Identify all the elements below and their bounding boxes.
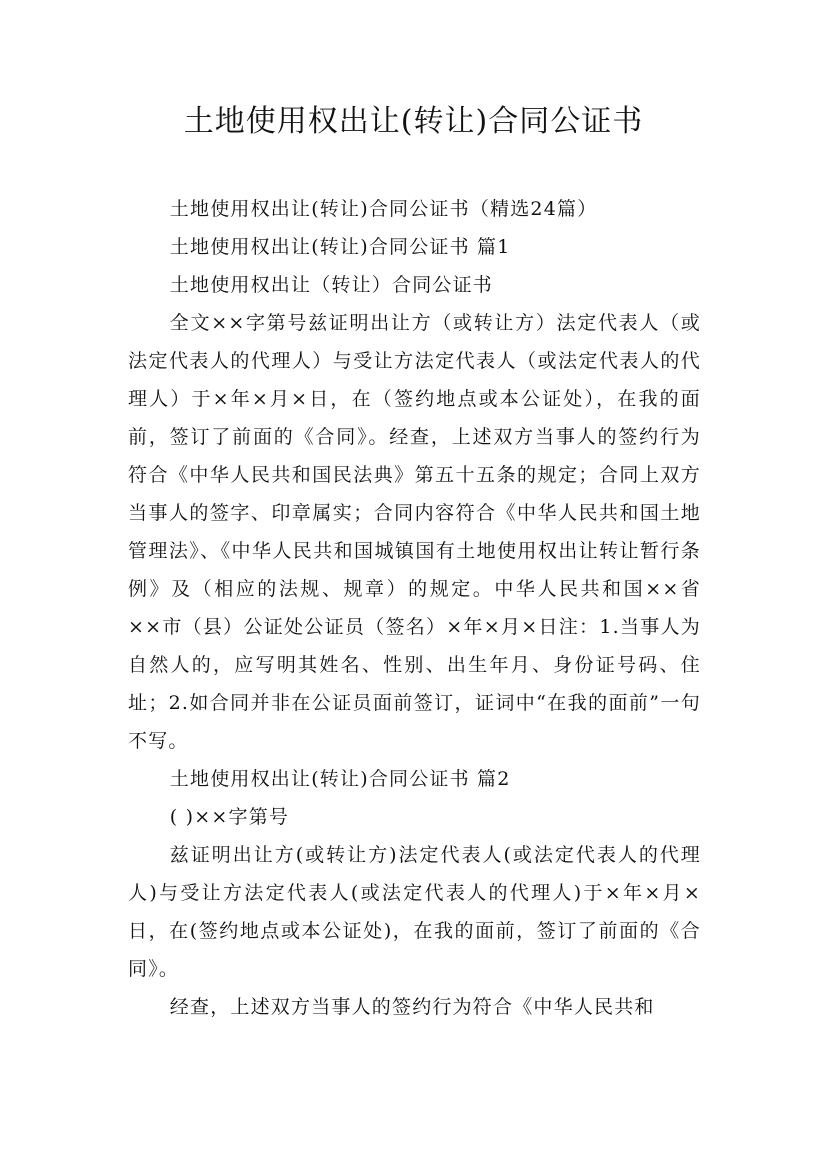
paragraph-part2-body: 兹证明出让方(或转让方)法定代表人(或法定代表人的代理人)与受让方法定代表人(或法定代表人的代理人)于×年×月×日，在(签约地点或本公证处)，在我的面前，签订了前面的《合同》。: [128, 844, 701, 980]
document-body: [128, 190, 701, 1026]
paragraph-collection-heading: 土地使用权出让(转让)合同公证书（精选24篇）: [169, 198, 598, 220]
paragraph-part2-heading: 土地使用权出让(转让)合同公证书 篇2: [169, 768, 511, 790]
paragraph-part1-subtitle: 土地使用权出让（转让）合同公证书: [169, 274, 493, 296]
document-title: 土地使用权出让(转让)合同公证书: [183, 104, 644, 139]
paragraph-part2-review: 经查，上述双方当事人的签约行为符合《中华人民共和: [169, 996, 655, 1018]
paragraph-part1-body: 全文××字第号兹证明出让方（或转让方）法定代表人（或法定代表人的代理人）与受让方法定代表人（或法定代表人的代理人）于×年×月×日，在（签约地点或本公证处），在我的面前，签订了前面的《合同》。经查，上述双方当事人的签约行为符合《中华人民共和国民法典》第五十五条的规定；合同上双方当事人的签字、印章属实；合同内容符合《中华人民共和国土地管理法》、《中华人民共和国城镇国有土地使用权出让转让暂行条例》及（相应的法规、规章）的规定。中华人民共和国××省××市（县）公证处公证员（签名）×年×月×日注：1.当事人为自然人的，应写明其姓名、性别、出生年月、身份证号码、住址；2.如合同并非在公证员面前签订，证词中“在我的面前”一句不写。: [128, 312, 701, 752]
paragraph-part1-heading: 土地使用权出让(转让)合同公证书 篇1: [169, 236, 511, 258]
paragraph-part2-number: ( )××字第号: [169, 806, 290, 828]
